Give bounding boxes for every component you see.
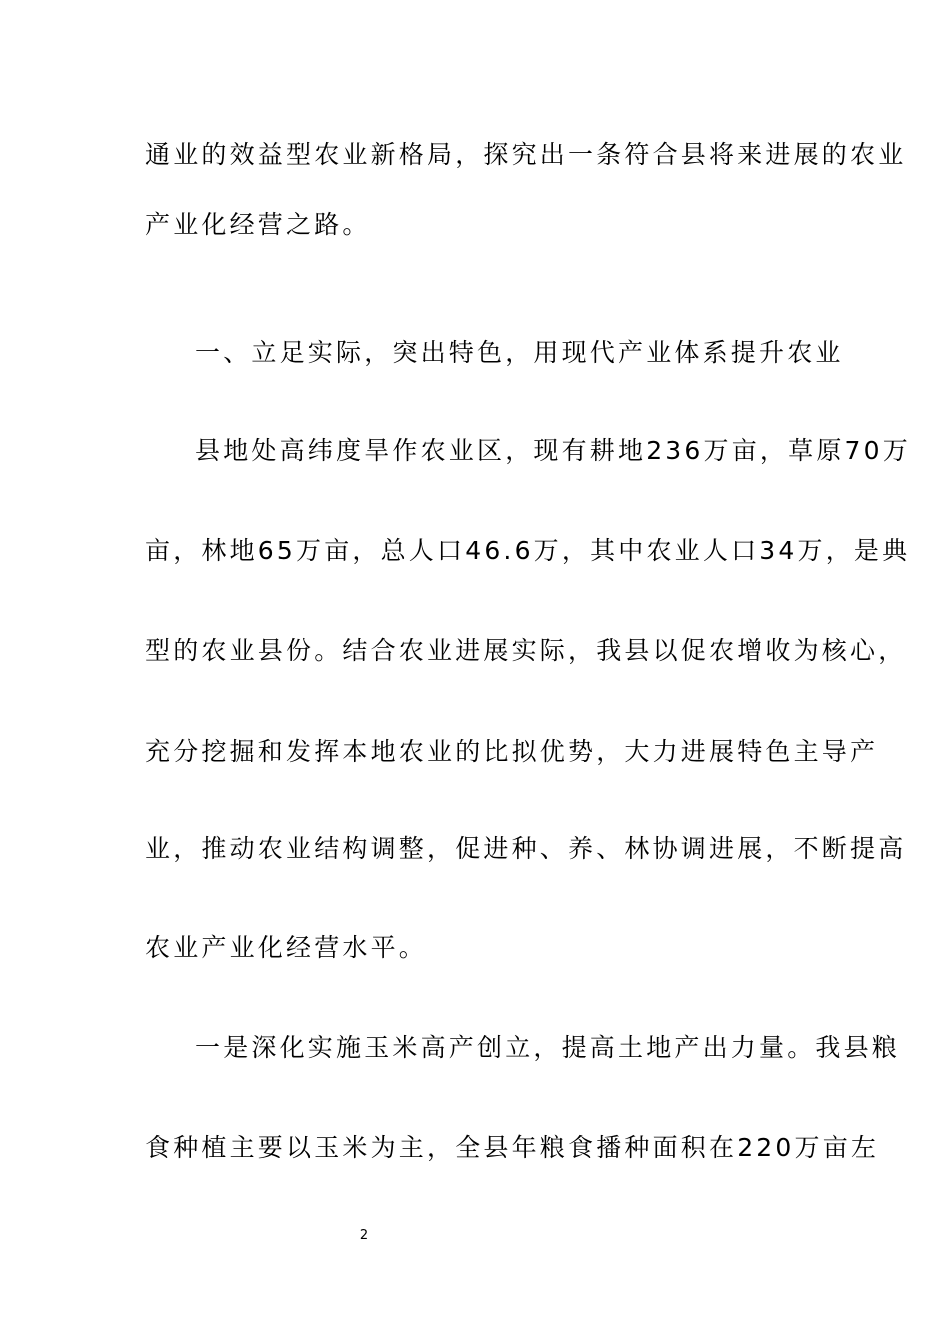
page-number: 2: [359, 1228, 369, 1243]
body-text-line: 一是深化实施玉米高产创立，提高土地产出力量。我县粮: [195, 1033, 901, 1062]
body-text-line: 业，推动农业结构调整，促进种、养、林协调进展，不断提高: [145, 834, 907, 863]
body-text-line: 亩，林地65万亩，总人口46.6万，其中农业人口34万，是典: [145, 536, 911, 565]
section-heading: 一、立足实际，突出特色，用现代产业体系提升农业: [195, 338, 844, 367]
body-text-line: 通业的效益型农业新格局，探究出一条符合县将来进展的农业: [145, 140, 907, 169]
body-text-line: 型的农业县份。结合农业进展实际，我县以促农增收为核心，: [145, 636, 907, 665]
body-text-line: 充分挖掘和发挥本地农业的比拟优势，大力进展特色主导产: [145, 737, 879, 766]
body-text-line: 产业化经营之路。: [145, 210, 371, 239]
body-text-line: 食种植主要以玉米为主，全县年粮食播种面积在220万亩左: [145, 1133, 880, 1162]
body-text-line: 县地处高纬度旱作农业区，现有耕地236万亩，草原70万: [195, 436, 911, 465]
body-text-line: 农业产业化经营水平。: [145, 933, 428, 962]
